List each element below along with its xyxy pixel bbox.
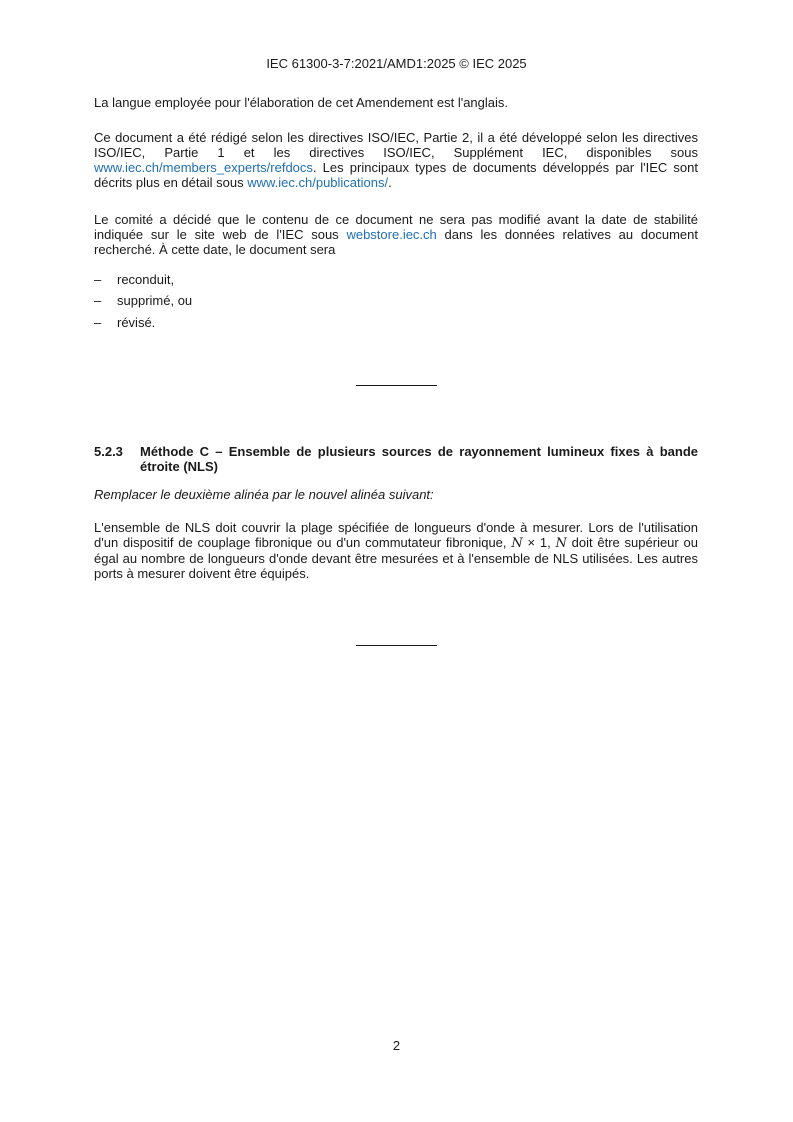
directives-paragraph	[94, 130, 698, 190]
section-title: Méthode C – Ensemble de plusieurs sources de rayonnement lumineux fixes à bande étroite (NLS)	[140, 444, 698, 474]
language-paragraph: La langue employée pour l'élaboration de cet Amendement est l'anglais.	[94, 95, 509, 110]
list-dash: –	[94, 272, 102, 287]
stability-paragraph	[94, 212, 698, 257]
list-dash: –	[94, 293, 102, 308]
nls-text-2: doit être supérieur ou égal au nombre de longueurs d'onde devant être mesurées et à l'ensemble de NLS utilisées. Les autres ports à mesurer doivent être équipés.	[94, 535, 698, 581]
stability-text-1: Le comité a décidé que le contenu de ce document ne sera pas modifié avant la date de stabilité indiquée sur le site web de l'IEC sous	[94, 212, 698, 242]
section-number: 5.2.3	[94, 444, 123, 459]
amendment-instruction: Remplacer le deuxième alinéa par le nouvel alinéa suivant:	[94, 487, 434, 502]
times-one: × 1,	[522, 535, 556, 550]
list-dash: –	[94, 315, 102, 330]
directives-text-2: . Les principaux types de documents développés par l'IEC sont décrits plus en détail sous	[94, 160, 698, 190]
stability-text-2: dans les données relatives au document recherché. À cette date, le document sera	[94, 227, 698, 257]
variable-n: N	[555, 536, 567, 551]
directives-text-3: .	[388, 175, 392, 190]
list-item-text: reconduit,	[117, 272, 175, 287]
nls-paragraph	[94, 520, 698, 581]
list-item	[94, 315, 155, 331]
publications-link[interactable]: www.iec.ch/publications/	[247, 175, 389, 190]
webstore-link[interactable]: webstore.iec.ch	[346, 227, 437, 242]
directives-text-1: Ce document a été rédigé selon les directives ISO/IEC, Partie 2, il a été développé selon les directives ISO/IEC, Partie 1 et les directives ISO/IEC, Supplément IEC, disponibles sous	[94, 130, 698, 160]
separator-rule	[356, 385, 437, 386]
list-item	[94, 293, 192, 309]
separator-rule	[356, 645, 437, 646]
page-header: IEC 61300-3-7:2021/AMD1:2025 © IEC 2025	[266, 56, 527, 71]
page-number: 2	[392, 1038, 401, 1053]
list-item	[94, 272, 174, 288]
refdocs-link[interactable]: www.iec.ch/members_experts/refdocs	[94, 160, 313, 175]
variable-n: N	[511, 536, 523, 551]
list-item-text: révisé.	[117, 315, 156, 330]
list-item-text: supprimé, ou	[117, 293, 193, 308]
nls-text-1: L'ensemble de NLS doit couvrir la plage spécifiée de longueurs d'onde à mesurer. Lors de l'utilisation d'un dispositif de couplage fibronique ou d'un commutateur fibronique,	[94, 520, 698, 550]
